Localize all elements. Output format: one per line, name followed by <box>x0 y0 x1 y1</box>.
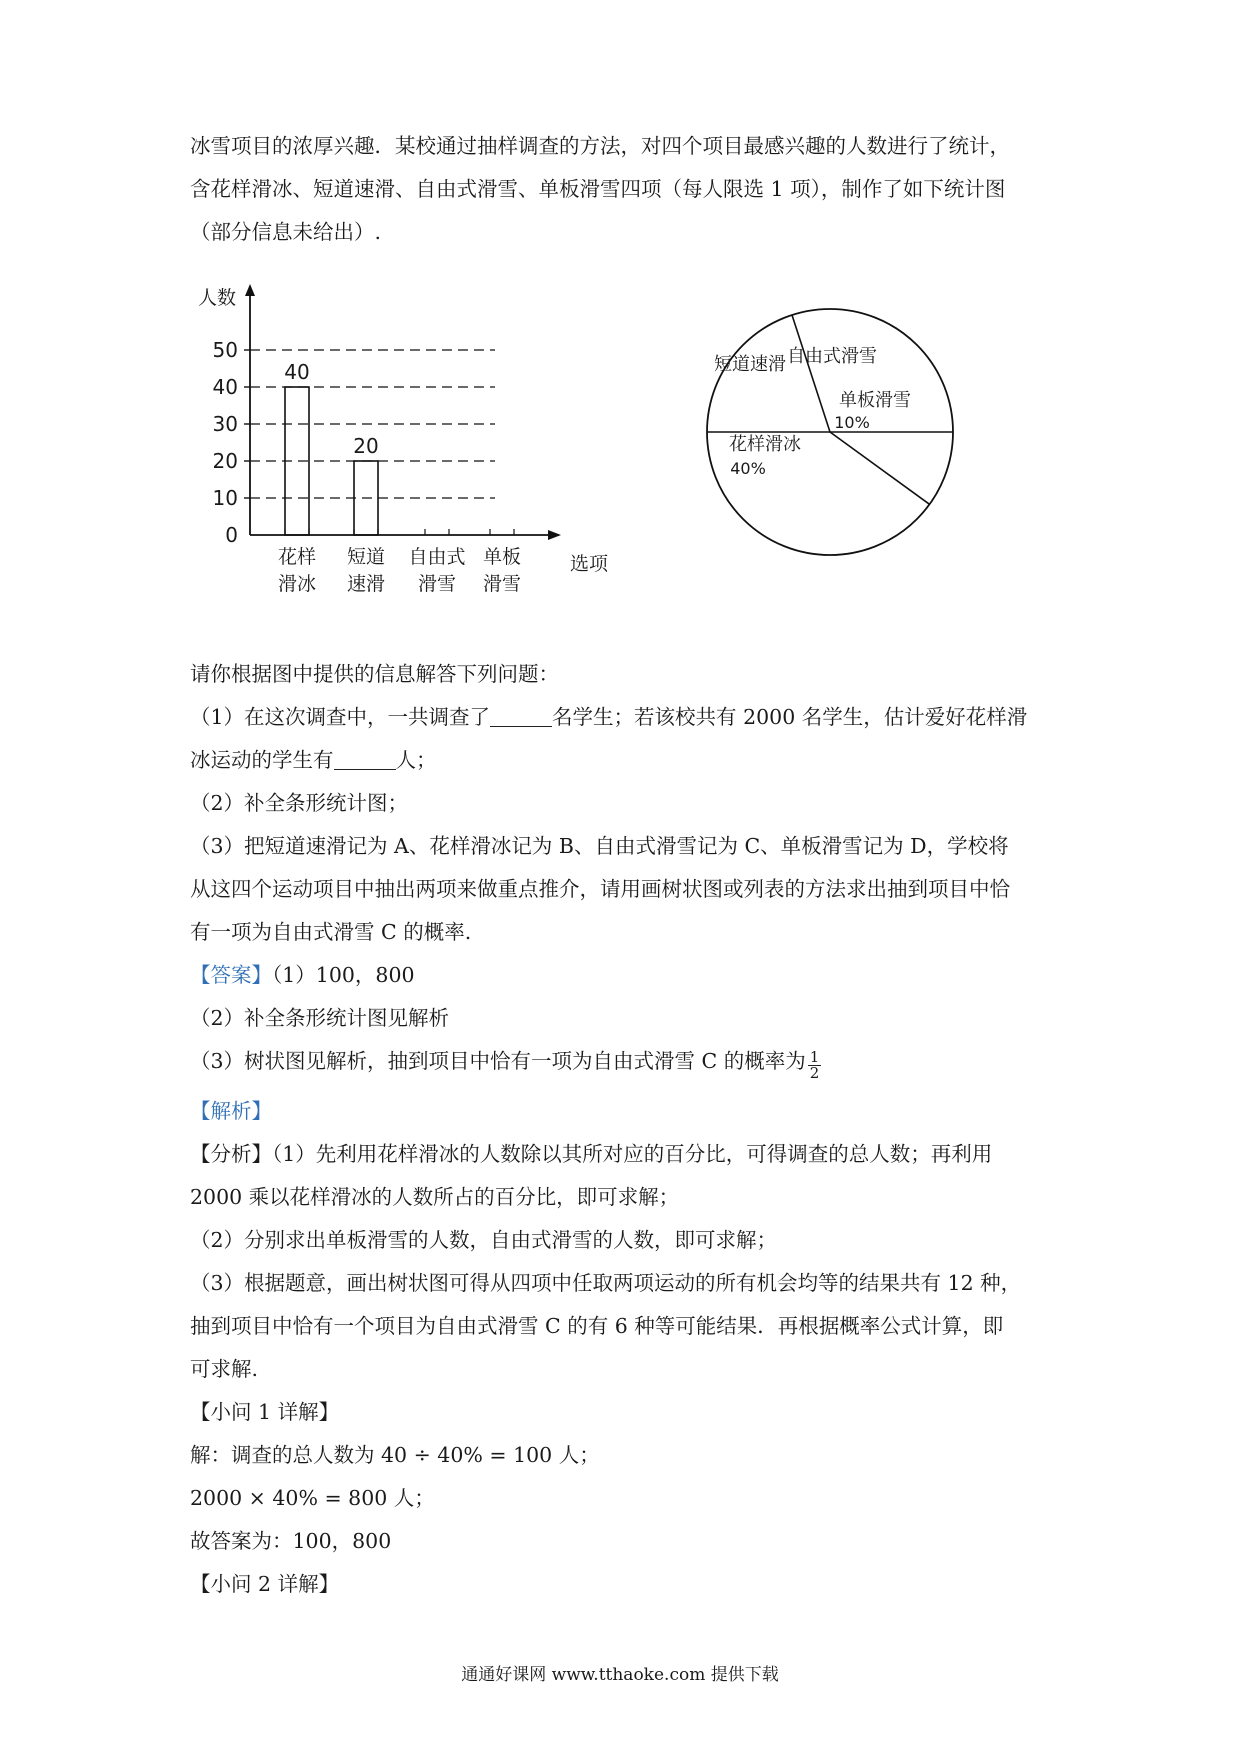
x-tick-label: 单板 <box>482 546 522 568</box>
y-tick-label: 20 <box>212 449 238 473</box>
answer-blank-2 <box>334 749 396 770</box>
y-tick-label: 40 <box>212 375 238 399</box>
pie-label: 10% <box>834 413 870 432</box>
analysis-line-1: 【分析】（1）先利用花样滑冰的人数除以其所对应的百分比，可得调查的总人数；再利用 <box>190 1142 993 1166</box>
sub1-line-1: 解：调查的总人数为 40 ÷ 40% = 100 人； <box>190 1443 600 1467</box>
x-tick-label: 花样 <box>277 546 317 568</box>
fraction-denominator: 2 <box>809 1064 820 1082</box>
page-footer: 通通好课网 www.tthaoke.com 提供下载 <box>461 1665 779 1685</box>
answer-blank-1 <box>490 706 552 727</box>
analysis-line-4: （3）根据题意，画出树状图可得从四项中任取两项运动的所有机会均等的结果共有 12 种， <box>190 1271 1022 1295</box>
analysis-line-6: 可求解. <box>190 1357 259 1381</box>
x-tick-label: 速滑 <box>346 573 386 595</box>
intro-line-3: （部分信息未给出）. <box>190 220 382 244</box>
answer-3: （3）树状图见解析，抽到项目中恰有一项为自由式滑雪 C 的概率为 <box>190 1049 806 1073</box>
fraction-numerator: 1 <box>809 1048 820 1066</box>
x-axis-arrow <box>548 530 561 540</box>
answer-tag: 【答案】 <box>190 963 272 987</box>
analysis-line-2: 2000 乘以花样滑冰的人数所占的百分比，即可求解； <box>190 1185 680 1209</box>
analysis-line-5: 抽到项目中恰有一个项目为自由式滑雪 C 的有 6 种等可能结果．再根据概率公式计算，即 <box>190 1314 1004 1338</box>
y-axis-arrow <box>245 284 255 296</box>
bar-value-label: 40 <box>284 360 310 384</box>
answer-line-3 <box>190 1047 1060 1081</box>
answer-1: （1）100，800 <box>272 963 415 987</box>
pie-label: 短道速滑 <box>714 354 786 375</box>
sub1-title: 【小问 1 详解】 <box>190 1400 340 1424</box>
answer-fraction <box>808 1050 822 1081</box>
pie-chart <box>690 290 970 580</box>
intro-line-2: 含花样滑冰、短道速滑、自由式滑雪、单板滑雪四项（每人限选 1 项），制作了如下统计图 <box>190 177 1006 201</box>
sub1-line-3: 故答案为：100，800 <box>190 1529 392 1553</box>
y-tick-label: 50 <box>212 338 238 362</box>
question-1-line-2 <box>190 746 1060 774</box>
question-1-line-1 <box>190 703 1060 731</box>
analysis-line-3: （2）分别求出单板滑雪的人数，自由式滑雪的人数，即可求解； <box>190 1228 778 1252</box>
pie-label: 单板滑雪 <box>839 390 911 411</box>
y-tick-label: 10 <box>212 486 238 510</box>
pie-label: 花样滑冰 <box>729 434 801 455</box>
bar-chart-ylabel: 人数 <box>198 287 237 309</box>
bar-value-label: 20 <box>353 434 379 458</box>
x-tick-label: 自由式 <box>408 546 466 568</box>
pie-slice-boundary <box>830 432 930 504</box>
q1-text-a: （1）在这次调查中，一共调查了 <box>190 705 491 729</box>
answer-line-1 <box>190 961 1060 989</box>
question-2: （2）补全条形统计图； <box>190 791 409 815</box>
q1-text-d: 人； <box>395 748 437 772</box>
y-tick-label: 0 <box>225 523 238 547</box>
x-tick-label: 滑雪 <box>417 573 457 595</box>
y-tick-label: 30 <box>212 412 238 436</box>
x-tick-label: 滑雪 <box>482 573 522 595</box>
answer-2: （2）补全条形统计图见解析 <box>190 1006 450 1030</box>
question-3-line-2: 从这四个运动项目中抽出两项来做重点推介，请用画树状图或列表的方法求出抽到项目中恰 <box>190 877 1010 901</box>
question-3-line-3: 有一项为自由式滑雪 C 的概率. <box>190 920 472 944</box>
sub2-title: 【小问 2 详解】 <box>190 1572 340 1596</box>
pie-slice-boundary <box>792 315 830 432</box>
analysis-tag: 【解析】 <box>190 1099 272 1123</box>
intro-line-1: 冰雪项目的浓厚兴趣．某校通过抽样调查的方法，对四个项目最感兴趣的人数进行了统计， <box>190 134 1010 158</box>
x-tick-label: 短道 <box>346 546 386 568</box>
question-prompt: 请你根据图中提供的信息解答下列问题： <box>190 662 559 686</box>
sub1-line-2: 2000 × 40% = 800 人； <box>190 1486 435 1510</box>
question-3-line-1: （3）把短道速滑记为 A、花样滑冰记为 B、自由式滑雪记为 C、单板滑雪记为 D，学校将 <box>190 834 1009 858</box>
pie-label: 自由式滑雪 <box>787 346 877 367</box>
pie-label: 40% <box>730 459 766 478</box>
x-tick-label: 滑冰 <box>277 573 317 595</box>
bar-chart-xlabel: 选项 <box>570 553 609 575</box>
bar-chart <box>190 280 630 600</box>
q1-text-c: 冰运动的学生有 <box>190 748 334 772</box>
q1-text-b: 名学生；若该校共有 2000 名学生，估计爱好花样滑 <box>552 705 1028 729</box>
